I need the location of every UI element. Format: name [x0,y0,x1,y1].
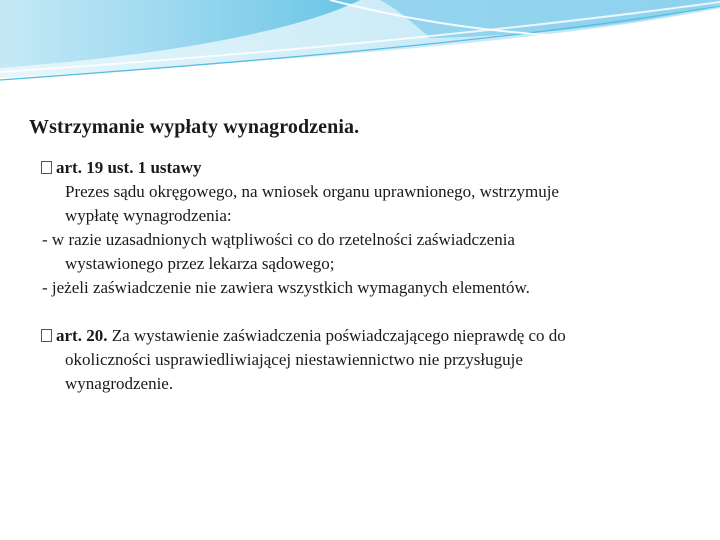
section1-item2-line1: - jeżeli zaświadczenie nie zawiera wszystkich wymaganych elementów. [42,278,530,297]
section2-line2: okoliczności usprawiedliwiającej niestawiennictwo nie przysługuje [65,350,523,369]
spacer [44,300,694,324]
section2-line1: Za wystawienie zaświadczenia poświadczającego nieprawdę co do [107,326,566,345]
slide-body [44,156,694,396]
section2-ref: art. 20. [56,326,108,345]
square-bullet-icon [41,161,52,174]
section1-heading [44,156,694,180]
section1-ref: art. 19 ust. 1 ustawy [56,158,202,177]
slide-title: Wstrzymanie wypłaty wynagrodzenia. [29,116,360,138]
section1-item1-line1: - w razie uzasadnionych wątpliwości co do rzetelności zaświadczenia [42,230,515,249]
section1-item1-line2: wystawionego przez lekarza sądowego; [65,254,335,273]
section2-line3: wynagrodzenie. [65,374,174,393]
section1-intro-line2: wypłatę wynagrodzenia: [65,206,232,225]
section1-intro-line1: Prezes sądu okręgowego, na wniosek organu uprawnionego, wstrzymuje [65,182,559,201]
header-wave-decoration [0,0,720,90]
square-bullet-icon [41,329,52,342]
section2-heading [44,324,694,348]
